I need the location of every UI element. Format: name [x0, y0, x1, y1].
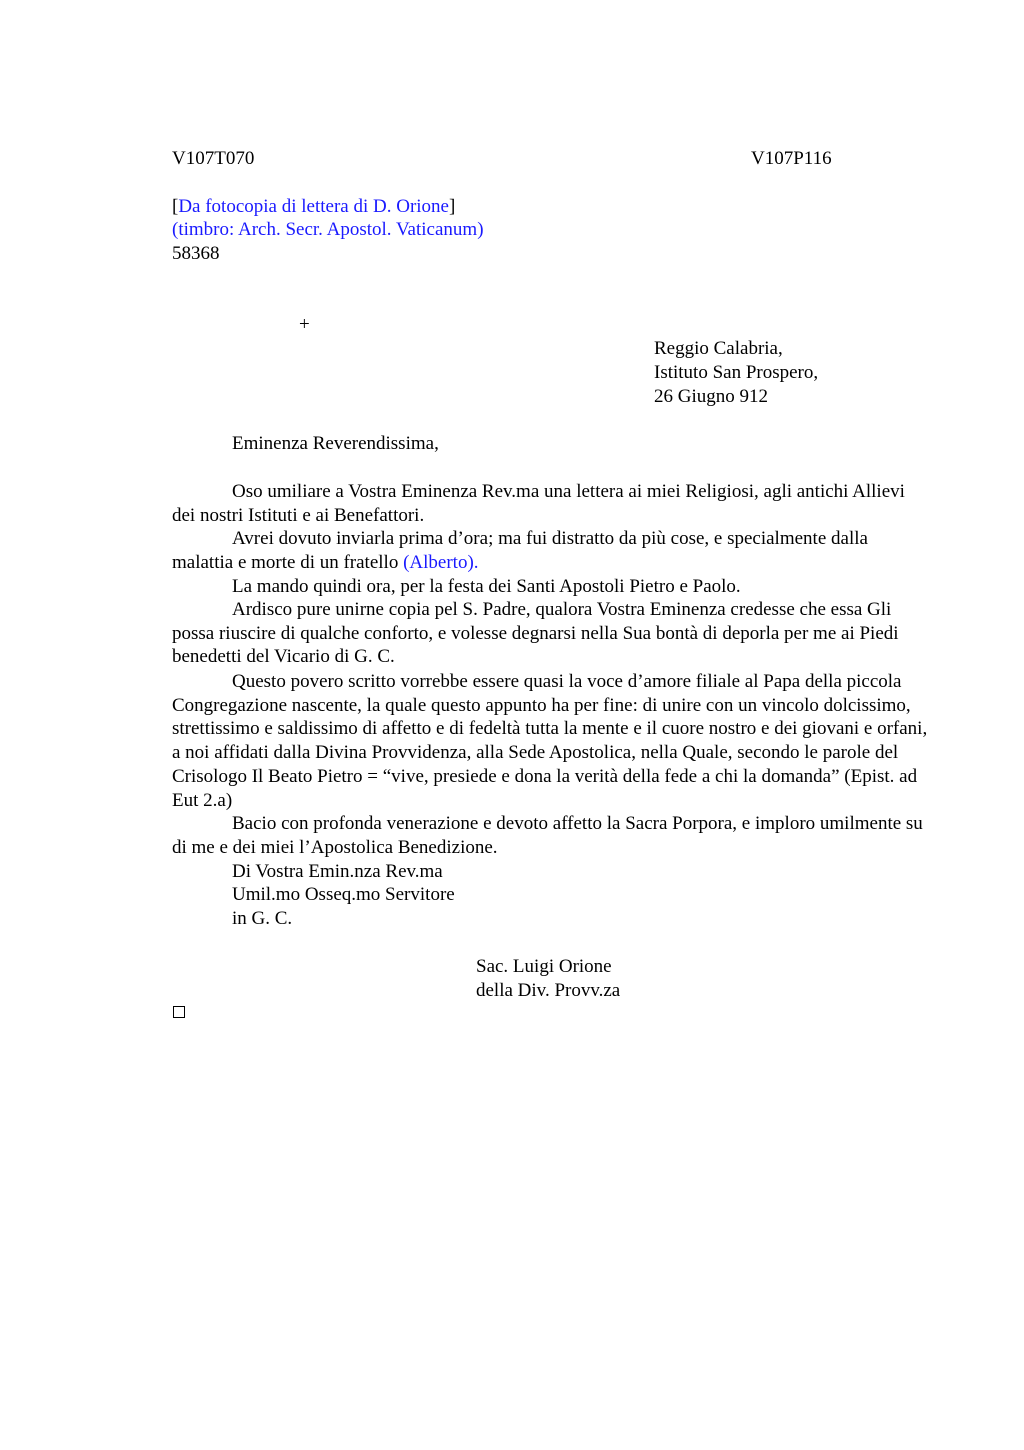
signature-name: Sac. Luigi Orione	[476, 956, 612, 977]
paragraph-2	[172, 527, 932, 574]
closing-line-2: Umil.mo Osseq.mo Servitore	[232, 884, 455, 905]
closing-line-1: Di Vostra Emin.nza Rev.ma	[232, 861, 443, 882]
stamp-note: (timbro: Arch. Secr. Apostol. Vaticanum)	[172, 219, 484, 240]
paragraph-2-note: (Alberto).	[403, 551, 479, 573]
paragraph-4: Ardisco pure unirne copia pel S. Padre, qualora Vostra Eminenza credesse che essa Gli possa riuscire di qualche conforto, e volesse degnarsi nella Sua bontà di deporla per me ai Piedi benedetti del Vicario di G. C.	[172, 599, 899, 668]
end-marker-box-icon	[173, 1006, 185, 1018]
source-bracket-open: [	[172, 196, 179, 217]
signature-title: della Div. Provv.za	[476, 980, 621, 1001]
archive-number: 58368	[172, 243, 220, 264]
place-line-2: Istituto San Prospero,	[654, 362, 819, 383]
paragraph-6: Bacio con profonda venerazione e devoto affetto la Sacra Porpora, e imploro umilmente su di me e dei miei l’Apostolica Benedizione.	[172, 813, 923, 858]
source-note	[172, 195, 455, 219]
document-code-right: V107P116	[751, 148, 832, 169]
date-line: 26 Giugno 912	[654, 386, 768, 407]
paragraph-2-text: Avrei dovuto inviarla prima d’ora; ma fui distratto da più cose, e specialmente dalla malattia e morte di un fratello	[172, 528, 868, 573]
source-bracket-close: ]	[449, 196, 456, 217]
place-line-1: Reggio Calabria,	[654, 338, 783, 359]
closing-line-3: in G. C.	[232, 908, 293, 929]
document-code-left: V107T070	[172, 148, 255, 169]
paragraph-5: Questo povero scritto vorrebbe essere quasi la voce d’amore filiale al Papa della piccola Congregazione nascente, la quale questo appunto ha per fine: di unire con un vincolo dolcissimo, strettissimo e saldissimo di affetto e di fedeltà tutta la mente e il cuore nostro e dei giovani e orfani, a noi affidati dalla Divina Provvidenza, alla Sede Apostolica, nella Quale, secondo le parole del Crisologo Il Beato Pietro = “vive, presiede e dona la verità della fede a chi la domanda” (Epist. ad Eut 2.a)	[172, 671, 928, 811]
paragraph-3: La mando quindi ora, per la festa dei Santi Apostoli Pietro e Paolo.	[232, 576, 741, 597]
salutation: Eminenza Reverendissima,	[232, 433, 439, 454]
source-text: Da fotocopia di lettera di D. Orione	[178, 196, 449, 217]
cross-symbol: +	[299, 314, 310, 335]
paragraph-1: Oso umiliare a Vostra Eminenza Rev.ma una lettera ai miei Religiosi, agli antichi Allievi dei nostri Istituti e ai Benefattori.	[172, 481, 905, 526]
